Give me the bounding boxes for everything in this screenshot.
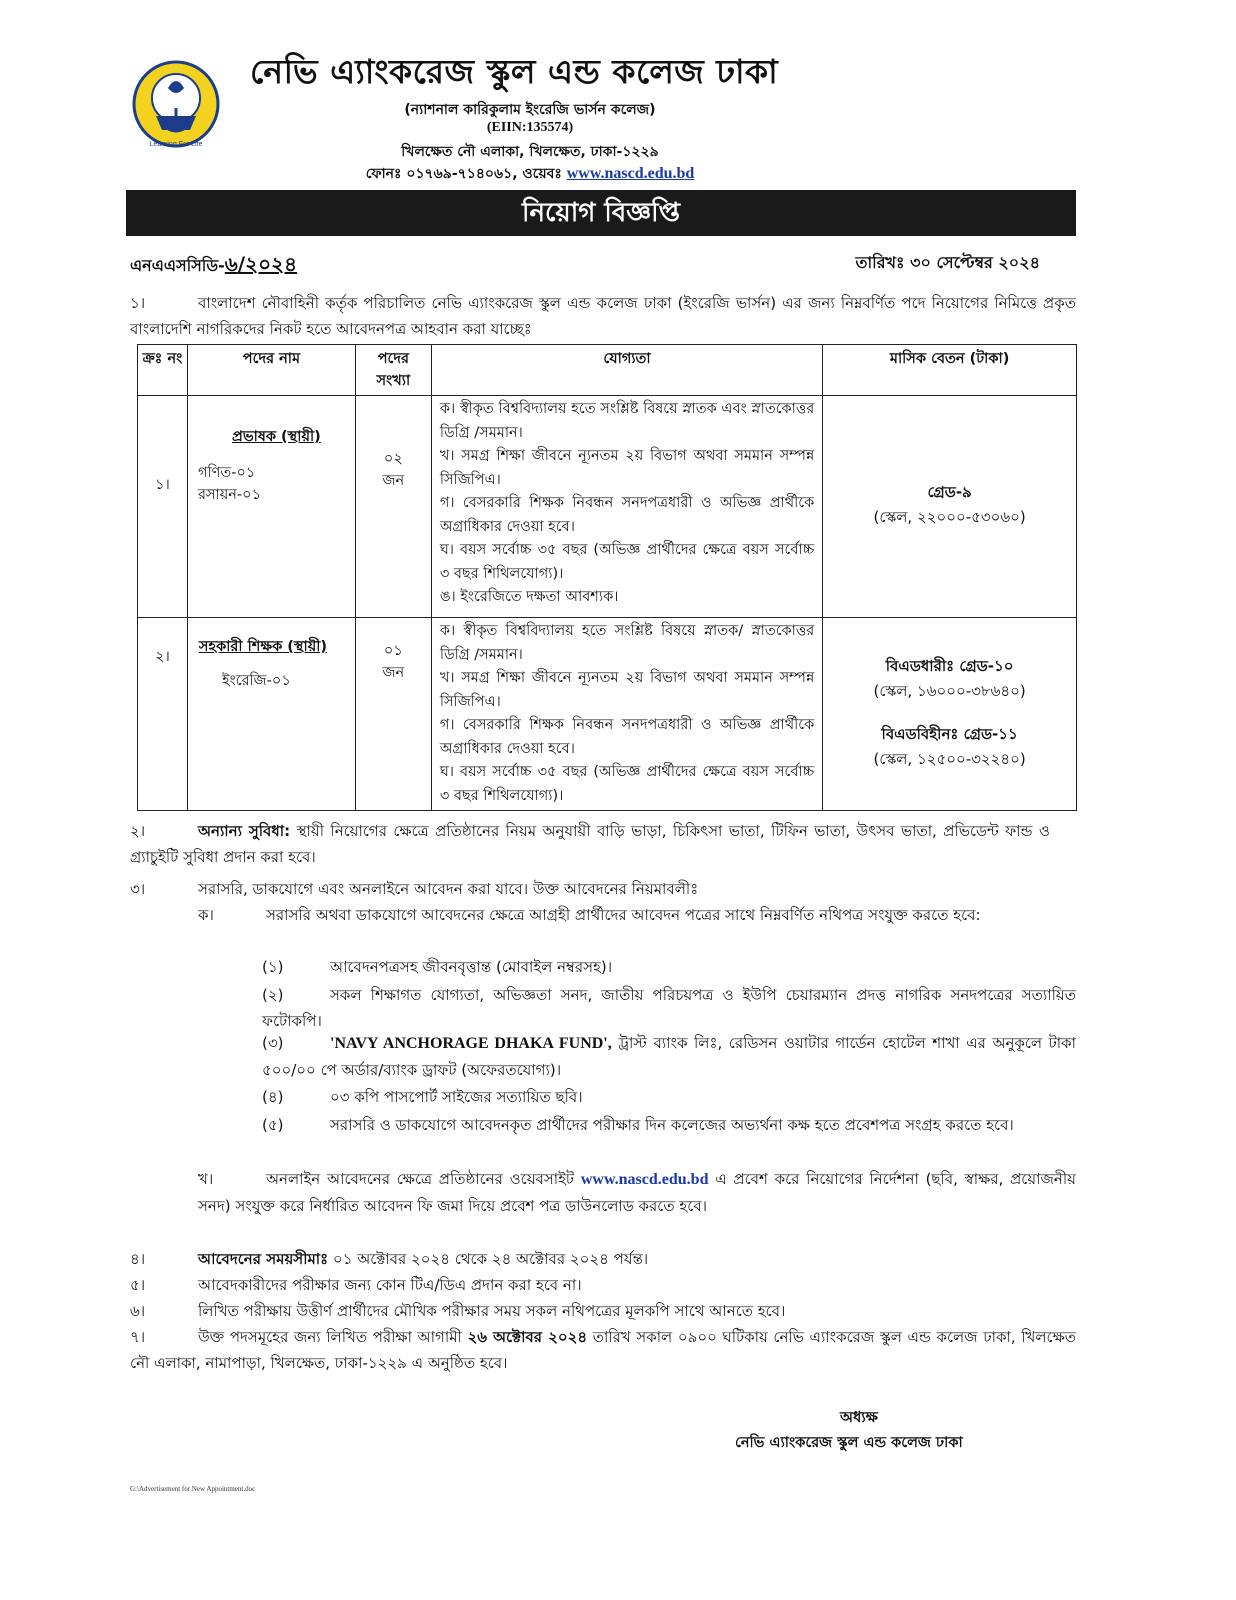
intro-num: ১। <box>130 294 146 312</box>
section-2 <box>130 818 1050 870</box>
item-3-num: (৩) <box>262 1034 284 1052</box>
section-5-text: আবেদকারীদের পরীক্ষার জন্য কোন টিএ/ডিএ প্রদান করা হবে না। <box>198 1276 582 1294</box>
header-post: পদের নাম <box>187 345 355 396</box>
section-3a <box>198 902 1060 928</box>
row1-salary <box>823 396 1077 618</box>
section-3-num: ৩। <box>130 880 146 898</box>
section-4-text: ০১ অক্টোবর ২০২৪ থেকে ২৪ অক্টোবর ২০২৪ পর্যন্ত। <box>332 1250 649 1268</box>
row2-salary-scale-b: (স্কেল, ১২৫০০-৩২২৪০) <box>873 750 1026 768</box>
row1-qual-4: ঘ। বয়স সর্বোচ্চ ৩৫ বছর (অভিজ্ঞ প্রার্থীদের ক্ষেত্রে বয়স সর্বোচ্চ ৩ বছর শিথিলযোগ্য)। <box>439 542 815 582</box>
item-1-text: আবেদনপত্রসহ জীবনবৃত্তান্ত (মোবাইল নম্বরসহ)। <box>330 958 613 976</box>
row1-qual-1: ক। স্বীকৃত বিশ্ববিদ্যালয় হতে সংশ্লিষ্ট বিষয়ে স্নাতক এবং স্নাতকোত্তর ডিগ্রি /সমমান। <box>439 401 815 441</box>
row2-salary <box>823 618 1077 811</box>
signature-title: অধ্যক্ষ <box>840 1408 878 1426</box>
footer-file-path: G:\Advertisement for New Appointment.doc <box>130 1485 256 1493</box>
row1-count-unit: জন <box>382 473 405 489</box>
section-4-num: ৪। <box>130 1250 146 1268</box>
eiin: (EIIN:135574) <box>486 120 574 135</box>
section-5-num: ৫। <box>130 1276 146 1294</box>
row2-serial: ২। <box>138 618 188 811</box>
row2-count-value: ০১ <box>383 643 403 659</box>
section-3 <box>130 876 1076 902</box>
item-1-num: (১) <box>262 958 284 976</box>
list-item <box>262 982 1076 1034</box>
section-3b-pre: অনলাইন আবেদনের ক্ষেত্রে প্রতিষ্ঠানের ওয়েবসাইট <box>266 1170 575 1188</box>
item-4-num: (৪) <box>262 1088 284 1106</box>
college-logo-icon <box>130 58 222 154</box>
logo-motto: Learning For Life <box>149 141 203 148</box>
list-item <box>262 1112 1076 1138</box>
subtitle: (ন্যাশনাল কারিকুলাম ইংরেজি ভার্সন কলেজ) <box>404 102 656 118</box>
row2-salary-grade-a: বিএডধারীঃ গ্রেড-১০ <box>885 657 1014 675</box>
row1-qual-5: ঙ। ইংরেজিতে দক্ষতা আবশ্যক। <box>439 589 619 605</box>
item-5-text: সরাসরি ও ডাকযোগে আবেদনকৃত প্রার্থীদের পরীক্ষার দিন কলেজের অভ্যর্থনা কক্ষ হতে প্রবেশপত্র সংগ্রহ করতে হবে। <box>330 1116 1014 1134</box>
item-2-num: (২) <box>262 986 284 1004</box>
header-serial: ক্রঃ নং <box>138 345 188 396</box>
section-2-num: ২। <box>130 822 146 840</box>
row2-qual-2: খ। সমগ্র শিক্ষা জীবনে ন্যূনতম ২য় বিভাগ অথবা সমমান সম্পন্ন সিজিপিএ। <box>439 670 815 710</box>
reference-prefix: এনএএসসিডি- <box>130 256 225 275</box>
row2-post-title: সহকারী শিক্ষক (স্থায়ী) <box>198 639 328 655</box>
row2-count <box>355 618 431 811</box>
row1-post <box>187 396 355 618</box>
section-7-pre: উক্ত পদসমূহের জন্য লিখিত পরীক্ষা আগামী <box>198 1328 462 1346</box>
item-3-text: ট্রাস্ট ব্যাংক লিঃ, রেডিসন ওয়াটার গার্ডেন হোটেল শাখা এর অনুকূলে টাকা ৫০০/০০ পে অর্ডার/ব্যাংক ড্রাফট (অফেরতযোগ্য)। <box>262 1034 1076 1079</box>
section-3a-text: সরাসরি অথবা ডাকযোগে আবেদনের ক্ষেত্রে আগ্রহী প্রার্থীদের আবেদন পত্রের সাথে নিম্নবর্ণিত নথিপত্র সংযুক্ত করতে হবে: <box>266 906 981 924</box>
section-7-date: ২৬ অক্টোবর ২০২৪ <box>467 1328 588 1346</box>
website-link[interactable]: www.nascd.edu.bd <box>566 165 695 182</box>
notice-banner: নিয়োগ বিজ্ঞপ্তি <box>126 190 1076 236</box>
header-qualification: যোগ্যতা <box>431 345 822 396</box>
section-3b-label: খ। <box>198 1170 214 1188</box>
section-3a-label: ক। <box>198 906 214 924</box>
section-3-text: সরাসরি, ডাকযোগে এবং অনলাইনে আবেদন করা যাবে। উক্ত আবেদনের নিয়মাবলীঃ <box>198 880 699 898</box>
row2-qual-3: গ। বেসরকারি শিক্ষক নিবন্ধন সনদপত্রধারী ও অভিজ্ঞ প্রার্থীকে অগ্রাধিকার দেওয়া হবে। <box>439 717 815 757</box>
row1-serial: ১। <box>138 396 188 618</box>
section-3b-post: এ প্রবেশ করে নিয়োগের নির্দেশনা (ছবি, স্বাক্ষর, প্রয়োজনীয় সনদ) সংযুক্ত করে নির্ধারিত আবেদন ফি জমা দিয়ে প্রবেশ পত্র ডাউনলোড করতে হবে। <box>198 1170 1076 1215</box>
section-4-label: আবেদনের সময়সীমাঃ <box>198 1250 329 1268</box>
reference-hand-number: ৬ <box>224 252 238 276</box>
row1-post-title: প্রভাষক (স্থায়ী) <box>232 429 321 445</box>
row1-count <box>355 396 431 618</box>
row1-subject-1: গণিত-০১ <box>197 465 256 481</box>
intro-paragraph <box>130 290 1076 342</box>
header-count: পদের সংখ্যা <box>355 345 431 396</box>
section-3b <box>198 1166 1076 1219</box>
row2-subject-1: ইংরেজি-০১ <box>221 673 291 689</box>
row2-qual-4: ঘ। বয়স সর্বোচ্চ ৩৫ বছর (অভিজ্ঞ প্রার্থীদের ক্ষেত্রে বয়স সর্বোচ্চ ৩ বছর শিথিলযোগ্য)। <box>439 764 815 804</box>
item-3-fund: 'NAVY ANCHORAGE DHAKA FUND', <box>330 1035 612 1052</box>
section-6-num: ৬। <box>130 1302 146 1320</box>
row1-salary-grade: গ্রেড-৯ <box>927 483 972 501</box>
row2-salary-scale-a: (স্কেল, ১৬০০০-৩৮৬৪০) <box>873 682 1026 700</box>
row1-salary-scale: (স্কেল, ২২০০০-৫৩০৬০) <box>873 508 1026 526</box>
header-salary: মাসিক বেতন (টাকা) <box>823 345 1077 396</box>
section-5 <box>130 1272 1076 1298</box>
row2-post <box>187 618 355 811</box>
section-2-text: স্থায়ী নিয়োগের ক্ষেত্রে প্রতিষ্ঠানের নিয়ম অনুযায়ী বাড়ি ভাড়া, চিকিৎসা ভাতা, টিফিন ভাতা, উৎসব ভাতা, প্রভিডেন্ট ফান্ড ও গ্র্যাচুইটি সুবিধা প্রদান করা হবে। <box>130 822 1050 866</box>
list-item <box>262 954 1076 980</box>
notice-date: তারিখঃ ৩০ সেপ্টেম্বর ২০২৪ <box>855 253 1040 272</box>
item-2-text: সকল শিক্ষাগত যোগ্যতা, অভিজ্ঞতা সনদ, জাতীয় পরিচয়পত্র ও ইউপি চেয়ারম্যান প্রদত্ত নাগরিক সনদপত্রের সত্যায়িত ফটোকপি। <box>262 986 1076 1030</box>
section-2-label: অন্যান্য সুবিধা: <box>198 822 291 840</box>
signature-org: নেভি এ্যাংকরেজ স্কুল এন্ড কলেজ ঢাকা <box>735 1435 963 1451</box>
row2-salary-grade-b: বিএডবিহীনঃ গ্রেড-১১ <box>881 725 1018 743</box>
item-5-num: (৫) <box>262 1116 284 1134</box>
row2-count-unit: জন <box>382 665 405 681</box>
section-7-num: ৭। <box>130 1328 146 1346</box>
address: খিলক্ষেত নৌ এলাকা, খিলক্ষেত, ঢাকা-১২২৯ <box>401 144 659 160</box>
reference-year: /২০২৪ <box>237 252 298 276</box>
institution-name: নেভি এ্যাংকরেজ স্কুল এন্ড কলেজ ঢাকা <box>250 52 779 91</box>
section-4 <box>130 1246 1076 1272</box>
jobs-table <box>137 344 1077 811</box>
section-7 <box>130 1324 1076 1376</box>
table-header-row <box>138 345 1077 396</box>
table-row <box>138 396 1077 618</box>
section-3b-website-link[interactable]: www.nascd.edu.bd <box>580 1171 709 1188</box>
contact-line <box>250 162 810 186</box>
row1-subject-2: রসায়ন-০১ <box>197 487 261 503</box>
row2-qualifications <box>431 618 822 811</box>
list-item <box>262 1084 1076 1110</box>
row1-qual-3: গ। বেসরকারি শিক্ষক নিবন্ধন সনদপত্রধারী ও অভিজ্ঞ প্রার্থীকে অগ্রাধিকার দেওয়া হবে। <box>439 495 815 535</box>
section-6-text: লিখিত পরীক্ষায় উত্তীর্ণ প্রার্থীদের মৌখিক পরীক্ষার সময় সকল নথিপত্রের মূলকপি সাথে আনতে হবে। <box>198 1302 786 1320</box>
row1-qualifications <box>431 396 822 618</box>
reference-number <box>130 250 297 283</box>
section-7-post: তারিখ সকাল ০৯০০ ঘটিকায় নেভি এ্যাংকরেজ স্কুল এন্ড কলেজ ঢাকা, খিলক্ষেত নৌ এলাকা, নামাপাড়া, খিলক্ষেত, ঢাকা-১২২৯ এ অনুষ্ঠিত হবে। <box>130 1328 1076 1372</box>
intro-text: বাংলাদেশ নৌবাহিনী কর্তৃক পরিচালিত নেভি এ্যাংকরেজ স্কুল এন্ড কলেজ ঢাকা (ইংরেজি ভার্সন) এর জন্য নিম্নবর্ণিত পদে নিয়োগের নিমিত্তে প্রকৃত বাংলাদেশি নাগরিকদের নিকট হতে আবেদনপত্র আহবান করা যাচ্ছেঃ <box>130 294 1076 338</box>
table-row <box>138 618 1077 811</box>
row2-qual-1: ক। স্বীকৃত বিশ্ববিদ্যালয় হতে সংশ্লিষ্ট বিষয়ে স্নাতক/ স্নাতকোত্তর ডিগ্রি /সমমান। <box>439 623 815 663</box>
item-4-text: ০৩ কপি পাসপোর্ট সাইজের সত্যায়িত ছবি। <box>330 1088 583 1106</box>
row1-qual-2: খ। সমগ্র শিক্ষা জীবনে ন্যূনতম ২য় বিভাগ অথবা সমমান সম্পন্ন সিজিপিএ। <box>439 448 815 488</box>
contact-prefix: ফোনঃ ০১৭৬৯-৭১৪০৬১, ওয়েবঃ <box>365 166 562 182</box>
list-item <box>262 1030 1076 1083</box>
section-6 <box>130 1298 1076 1324</box>
row1-count-value: ০২ <box>383 451 403 467</box>
